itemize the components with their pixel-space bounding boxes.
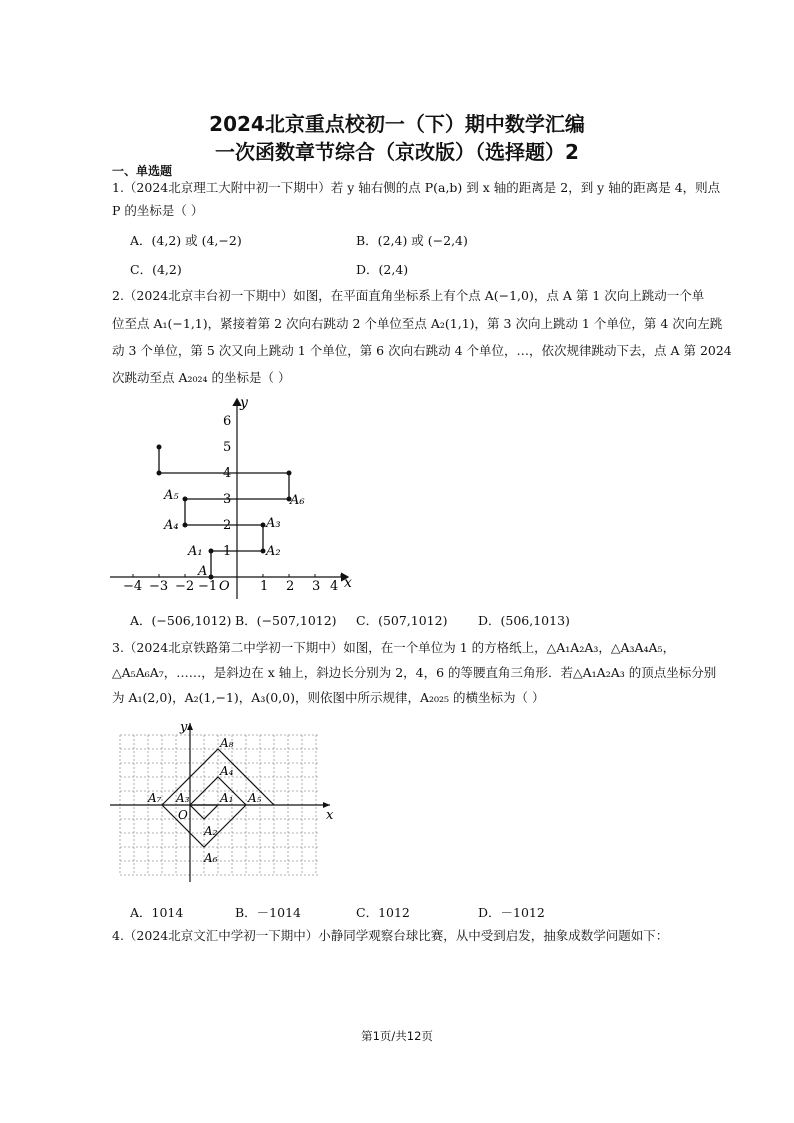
question-1-line-2: P 的坐标是（ ） <box>112 203 204 218</box>
section-label: 一、单选题 <box>112 164 173 178</box>
point-label: A <box>198 564 208 579</box>
question-4-line-1: 4.（2024北京文汇中学初一下期中）小静同学观察台球比赛，从中受到启发，抽象成数学问题如下： <box>112 928 669 943</box>
y-tick-labels <box>223 414 231 559</box>
figure-triangles-grid <box>108 717 338 887</box>
x-tick-labels <box>123 579 338 594</box>
page-subtitle: 一次函数章节综合（京改版）（选择题）2 <box>215 140 579 164</box>
question-2-line-4: 次跳动至点 A₂₀₂₄ 的坐标是（ ） <box>112 370 291 385</box>
page-title: 2024北京重点校初一（下）期中数学汇编 <box>209 112 585 136</box>
vertex-label: A₅ <box>248 791 262 805</box>
origin-label: O <box>219 579 230 594</box>
x-axis-label: x <box>326 808 334 823</box>
question-3-option-b: B．－1014 <box>235 905 301 920</box>
x-tick-label: 2 <box>286 579 295 594</box>
question-3-option-d: D．－1012 <box>478 905 545 920</box>
question-1-option-c: C．(4,2) <box>130 262 182 277</box>
question-2-line-3: 动 3 个单位，第 5 次又向上跳动 1 个单位，第 6 次向右跳动 4 个单位，…，依次规律跳动下去，点 A 第 2024 <box>112 343 732 358</box>
point-label: A₁ <box>188 544 203 559</box>
vertex-label: A₈ <box>220 736 234 750</box>
figure-jump-path <box>108 393 358 603</box>
question-3-option-c: C．1012 <box>356 905 410 920</box>
vertex-label: A₆ <box>204 851 218 865</box>
vertex-label: A₂ <box>204 824 218 838</box>
question-1-option-b: B．(2,4) 或 (−2,4) <box>356 233 468 248</box>
vertex-label: A₃ <box>176 791 190 805</box>
question-2-option-a: A．(−506,1012) <box>130 613 232 628</box>
question-2-option-d: D．(506,1013) <box>478 613 570 628</box>
point-label: A₄ <box>164 518 179 533</box>
y-axis-label: y <box>240 395 248 411</box>
question-2-line-1: 2.（2024北京丰台初一下期中）如图，在平面直角坐标系上有个点 A(−1,0)，点 A 第 1 次向上跳动一个单 <box>112 288 705 303</box>
y-tick-label: 5 <box>223 440 232 455</box>
y-tick-label: 2 <box>223 518 232 533</box>
x-axis-label: x <box>344 575 352 591</box>
question-1-line-1: 1.（2024北京理工大附中初一下期中）若 y 轴右侧的点 P(a,b) 到 x 轴的距离是 2，到 y 轴的距离是 4，则点 <box>112 180 721 195</box>
x-tick-label: −1 <box>198 579 218 594</box>
x-tick-label: −4 <box>123 579 143 594</box>
y-tick-label: 3 <box>223 492 232 507</box>
x-tick-label: 1 <box>260 579 269 594</box>
y-tick-label: 6 <box>223 414 232 429</box>
vertex-label: A₇ <box>148 791 162 805</box>
question-2-option-c: C．(507,1012) <box>356 613 448 628</box>
question-2-line-2: 位至点 A₁(−1,1)，紧接着第 2 次向右跳动 2 个单位至点 A₂(1,1)，第 3 次向上跳动 1 个单位，第 4 次向左跳 <box>112 316 723 331</box>
x-tick-label: −3 <box>149 579 169 594</box>
question-3-line-2: △A₅A₆A₇，……，是斜边在 x 轴上，斜边长分别为 2，4，6 的等腰直角三角形．若△A₁A₂A₃ 的顶点坐标分别 <box>112 665 717 680</box>
question-3-line-3: 为 A₁(2,0)，A₂(1,−1)，A₃(0,0)，则依图中所示规律，A₂₀₂₅ 的横坐标为（ ） <box>112 690 545 705</box>
question-2-option-b: B．(−507,1012) <box>235 613 337 628</box>
y-axis-label: y <box>180 720 188 735</box>
y-tick-label: 4 <box>223 466 232 481</box>
question-1-option-d: D．(2,4) <box>356 262 409 277</box>
point-labels <box>163 488 305 579</box>
point-label: A₃ <box>266 516 281 531</box>
point-label: A₅ <box>164 488 179 503</box>
point-label: A₆ <box>290 493 305 508</box>
x-tick-label: 3 <box>312 579 321 594</box>
y-tick-label: 1 <box>223 544 232 559</box>
origin-label: O <box>178 808 188 822</box>
question-3-line-1: 3.（2024北京铁路第二中学初一下期中）如图，在一个单位为 1 的方格纸上，△A₁A₂A₃，△A₃A₄A₅， <box>112 640 676 655</box>
question-3-option-a: A．1014 <box>130 905 184 920</box>
vertex-label: A₄ <box>220 764 234 778</box>
vertex-label: A₁ <box>220 791 234 805</box>
question-1-option-a: A．(4,2) 或 (4,−2) <box>130 233 242 248</box>
point-label: A₂ <box>266 544 281 559</box>
path-points <box>157 445 292 580</box>
x-tick-label: −2 <box>175 579 195 594</box>
x-tick-label: 4 <box>330 579 339 594</box>
page-footer: 第1页/共12页 <box>361 1029 433 1043</box>
